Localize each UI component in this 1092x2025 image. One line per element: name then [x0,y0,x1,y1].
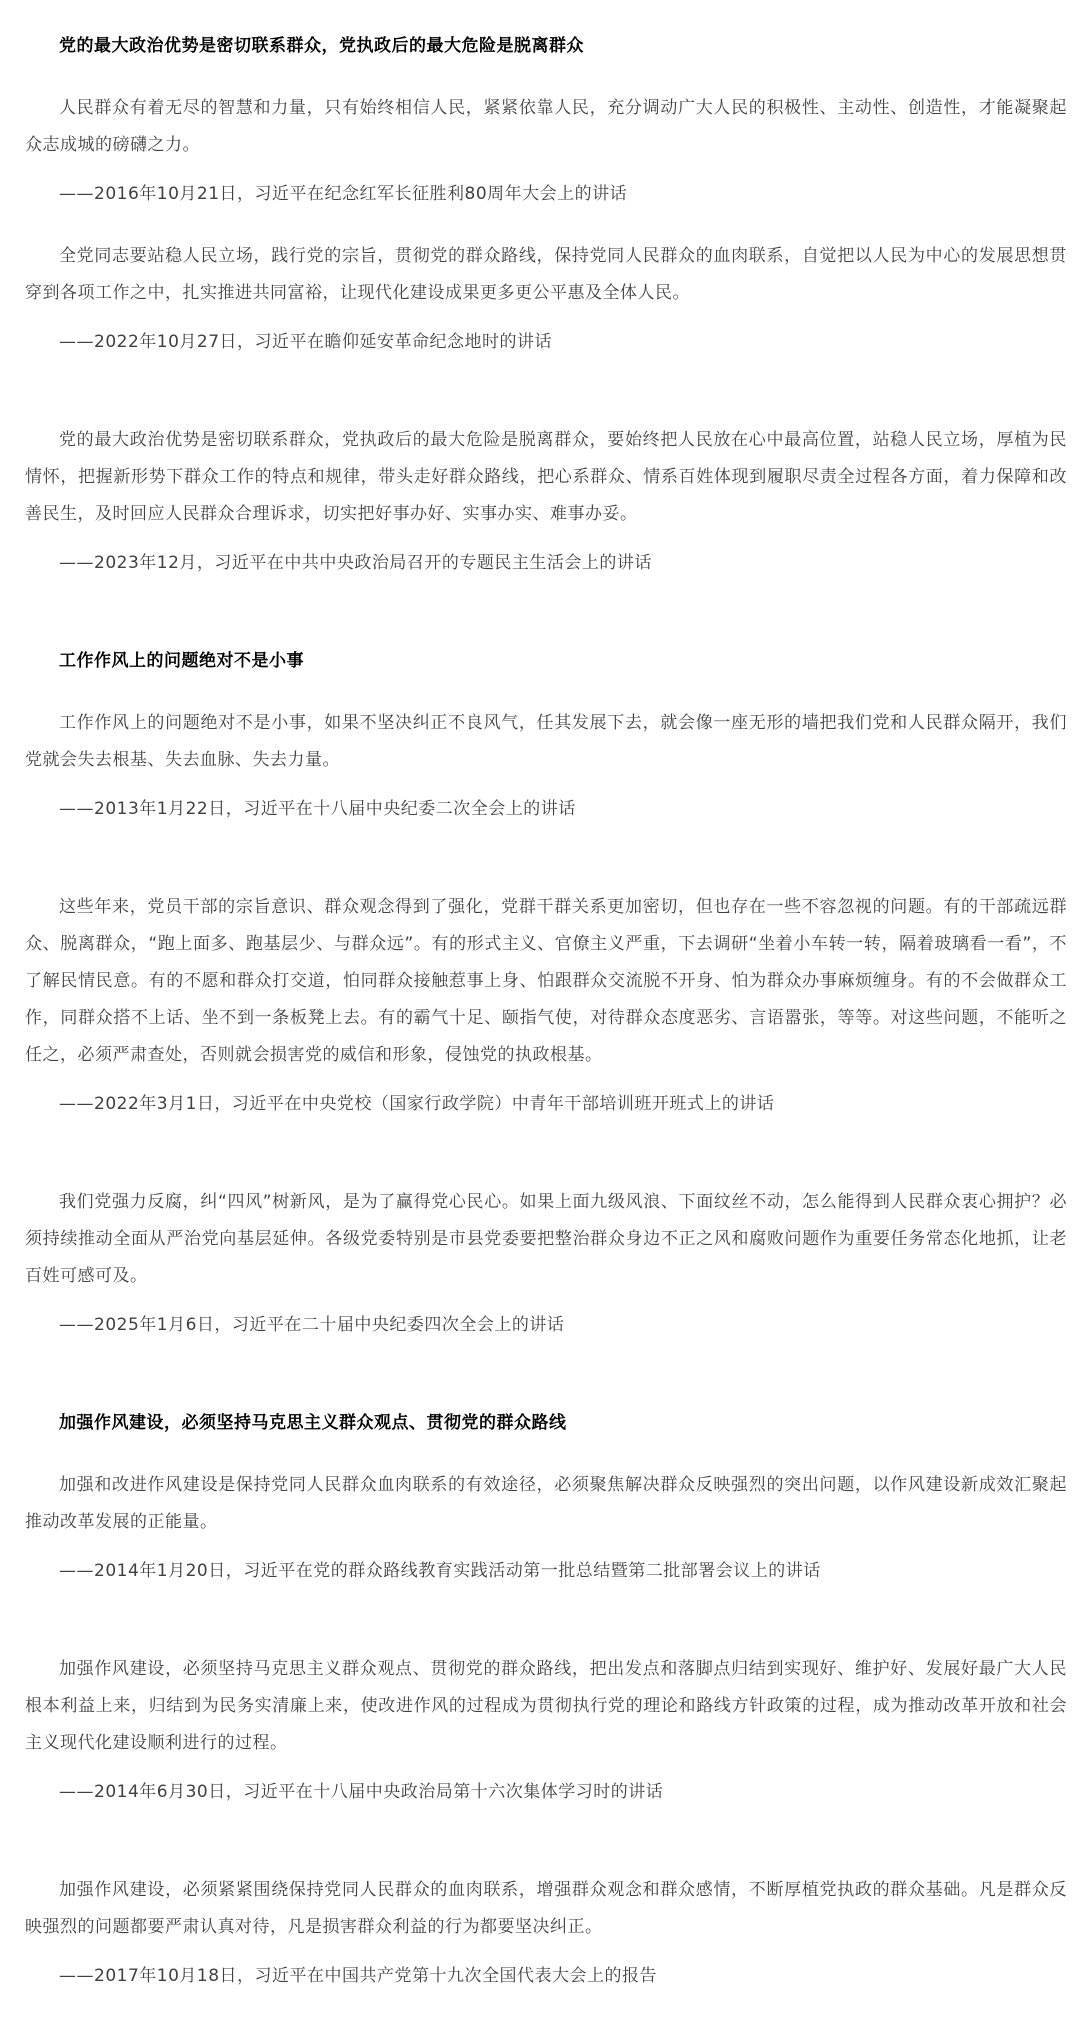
paragraph-spacer [25,1123,1067,1159]
paragraph-spacer [25,828,1067,864]
quote-paragraph: 全党同志要站稳人民立场，践行党的宗旨，贯彻党的群众路线，保持党同人民群众的血肉联系，自觉把以人民为中心的发展思想贯穿到各项工作之中，扎实推进共同富裕，让现代化建设成果更多更公平惠及全体人民。 [25,246,1067,303]
paragraph-spacer [25,1344,1067,1380]
quote-attribution: ——2014年1月20日，习近平在党的群众路线教育实践活动第一批总结暨第二批部署会议上的讲话 [59,1561,821,1581]
section-heading: 党的最大政治优势是密切联系群众，党执政后的最大危险是脱离群众 [59,36,584,56]
quote-attribution: ——2025年1月6日，习近平在二十届中央纪委四次全会上的讲话 [59,1315,565,1335]
paragraph-spacer [25,1590,1067,1626]
paragraph-spacer [25,361,1067,397]
quote-paragraph: 加强作风建设，必须坚持马克思主义群众观点、贯彻党的群众路线，把出发点和落脚点归结到实现好、维护好、发展好最广大人民根本利益上来，归结到为民务实清廉上来，使改进作风的过程成为贯彻执行党的理论和路线方针政策的过程，成为推动改革开放和社会主义现代化建设顺利进行的过程。 [25,1659,1067,1753]
quote-attribution: ——2023年12月，习近平在中共中央政治局召开的专题民主生活会上的讲话 [59,553,652,573]
quote-attribution: ——2013年1月22日，习近平在十八届中央纪委二次全会上的讲话 [59,799,576,819]
quote-attribution: ——2016年10月21日，习近平在纪念红军长征胜利80周年大会上的讲话 [59,184,628,204]
paragraph-spacer [25,582,1067,618]
quote-attribution: ——2014年6月30日，习近平在十八届中央政治局第十六次集体学习时的讲话 [59,1782,664,1802]
quote-paragraph: 这些年来，党员干部的宗旨意识、群众观念得到了强化，党群干群关系更加密切，但也存在一些不容忽视的问题。有的干部疏远群众、脱离群众，“跑上面多、跑基层少、与群众远”。有的形式主义、官僚主义严重，下去调研“坐着小车转一转，隔着玻璃看一看”，不了解民情民意。有的不愿和群众打交道，怕同群众接触惹事上身、怕跟群众交流脱不开身、怕为群众办事麻烦缠身。有的不会做群众工作，同群众搭不上话、坐不到一条板凳上去。有的霸气十足、颐指气使，对待群众态度恶劣、言语嚣张，等等。对这些问题，不能听之任之，必须严肃查处，否则就会损害党的威信和形象，侵蚀党的执政根基。 [25,897,1067,1065]
quote-paragraph: 我们党强力反腐，纠“四风”树新风，是为了赢得党心民心。如果上面九级风浪、下面纹丝不动，怎么能得到人民群众衷心拥护？必须持续推动全面从严治党向基层延伸。各级党委特别是市县党委要把整治群众身边不正之风和腐败问题作为重要任务常态化地抓，让老百姓可感可及。 [25,1192,1067,1286]
quote-paragraph: 工作作风上的问题绝对不是小事，如果不坚决纠正不良风气，任其发展下去，就会像一座无形的墙把我们党和人民群众隔开，我们党就会失去根基、失去血脉、失去力量。 [25,713,1067,770]
quote-attribution: ——2022年10月27日，习近平在瞻仰延安革命纪念地时的讲话 [59,332,553,352]
quote-paragraph: 党的最大政治优势是密切联系群众，党执政后的最大危险是脱离群众，要始终把人民放在心中最高位置，站稳人民立场，厚植为民情怀，把握新形势下群众工作的特点和规律，带头走好群众路线，把心系群众、情系百姓体现到履职尽责全过程各方面，着力保障和改善民生，及时回应人民群众合理诉求，切实把好事办好、实事办实、难事办妥。 [25,430,1067,524]
quote-paragraph: 人民群众有着无尽的智慧和力量，只有始终相信人民，紧紧依靠人民，充分调动广大人民的积极性、主动性、创造性，才能凝聚起众志成城的磅礴之力。 [25,98,1067,155]
section-heading: 工作作风上的问题绝对不是小事 [59,651,304,671]
quote-attribution: ——2022年3月1日，习近平在中央党校（国家行政学院）中青年干部培训班开班式上的讲话 [59,1094,775,1114]
quote-paragraph: 加强作风建设，必须紧紧围绕保持党同人民群众的血肉联系，增强群众观念和群众感情，不断厚植党执政的群众基础。凡是群众反映强烈的问题都要严肃认真对待，凡是损害群众利益的行为都要坚决纠正。 [25,1880,1067,1937]
quote-paragraph: 加强和改进作风建设是保持党同人民群众血肉联系的有效途径，必须聚焦解决群众反映强烈的突出问题，以作风建设新成效汇聚起推动改革发展的正能量。 [25,1475,1067,1532]
section-heading: 加强作风建设，必须坚持马克思主义群众观点、贯彻党的群众路线 [59,1413,567,1433]
paragraph-spacer [25,1811,1067,1847]
quote-attribution: ——2017年10月18日，习近平在中国共产党第十九次全国代表大会上的报告 [59,1966,658,1986]
